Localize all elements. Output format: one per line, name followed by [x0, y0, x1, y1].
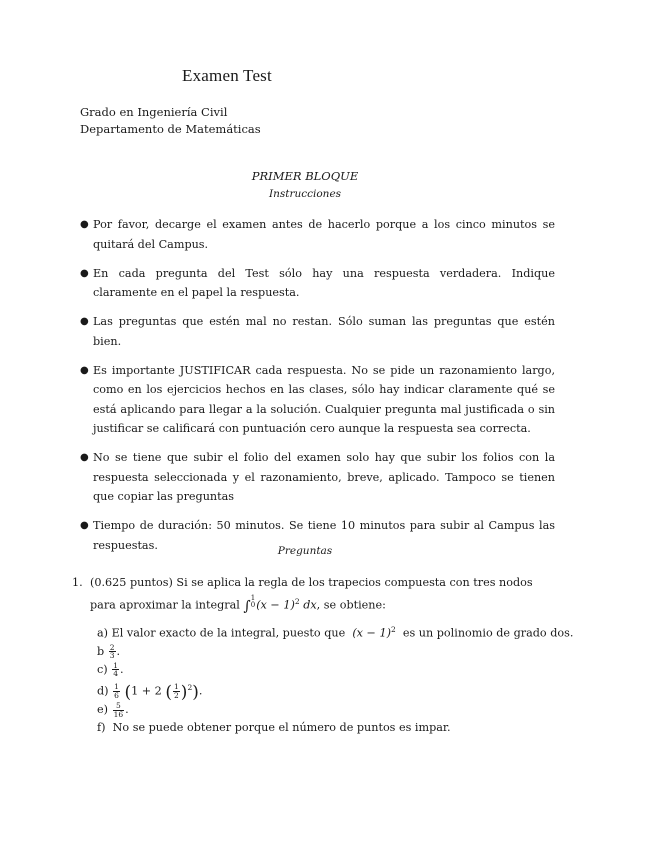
instruction-item: ● Por favor, decarge el examen antes de hacerlo porque a los cinco minutos se quitará del Campus. — [80, 215, 555, 254]
fraction: $\frac{1}{2}$ — [174, 682, 179, 700]
integrand: (x − 1) — [256, 598, 295, 612]
bullet-icon: ● — [80, 316, 89, 327]
degree-line: Grado en Ingeniería Civil — [80, 105, 228, 119]
bullet-icon: ● — [80, 219, 89, 230]
fraction: $\frac{5}{16}$ — [113, 701, 124, 719]
header-info — [80, 104, 261, 138]
integral-sign: ∫ — [243, 598, 251, 615]
option-f: f) No se puede obtener porque el número de puntos es impar. — [97, 721, 451, 735]
instruction-item: ● En cada pregunta del Test sólo hay una respuesta verdadera. Indique claramente en el papel la respuesta. — [80, 264, 555, 303]
option-b: b $\frac{2}{3}$ . — [97, 642, 121, 661]
option-d: d) $\frac{1}{6}$ (1 + 2 ( $\frac{1}{2}$ )$^2$). — [97, 682, 203, 703]
option-c: c) $\frac{1}{4}$ . — [97, 660, 124, 679]
instruction-item: ● Tiempo de duración: 50 minutos. Se tiene 10 minutos para subir al Campus las respuestas. — [80, 516, 555, 555]
instructions-list — [80, 215, 555, 565]
question-1 — [72, 573, 562, 617]
option-a: a) El valor exacto de la integral, puesto que $(x - 1)^2$ es un polinomio de grado dos. — [97, 625, 574, 640]
question-text: (0.625 puntos) Si se aplica la regla de los trapecios compuesta con tres nodos para aproximar la integral ∫1 $0(x - 1)^2$ dx, se obtiene: — [90, 576, 533, 615]
integral-limits: 1 0 — [250, 593, 256, 609]
bullet-icon: ● — [80, 520, 89, 531]
questions-title: Preguntas — [277, 545, 333, 557]
fraction: $\frac{1}{4}$ — [113, 660, 118, 679]
bullet-icon: ● — [80, 267, 89, 279]
differential: dx — [303, 598, 317, 612]
bullet-icon: ● — [80, 364, 89, 376]
bullet-icon: ● — [80, 452, 89, 463]
department-line: Departamento de Matemáticas — [80, 122, 261, 136]
option-e: e) $\frac{5}{16}$ . — [97, 701, 129, 719]
instruction-item: ● No se tiene que subir el folio del examen solo hay que subir los folios con la respuesta seleccionada y el razonamiento, breve, aplicado. Tampoco se tienen que copiar las preguntas — [80, 448, 555, 507]
block-title: PRIMER BLOQUE — [251, 169, 359, 183]
document-title: Examen Test — [182, 66, 272, 85]
answer-options — [97, 621, 577, 737]
fraction: $\frac{2}{3}$ — [109, 642, 115, 661]
fraction: $\frac{1}{6}$ — [114, 682, 119, 700]
instruction-item: ● Es importante JUSTIFICAR cada respuesta. No se pide un razonamiento largo, como en los ejercicios hechos en las clases, sólo hay indicar claramente qué se está aplicando para llegar a la solución. Cualquier pregunta mal justificada o sin justificar se calificará con puntuación cero aunque la respuesta sea correcta. — [80, 361, 555, 439]
question-number: 1. — [72, 576, 83, 589]
instructions-title: Instrucciones — [268, 188, 342, 200]
instruction-item: ● Las preguntas que estén mal no restan. Sólo suman las preguntas que estén bien. — [80, 312, 555, 351]
